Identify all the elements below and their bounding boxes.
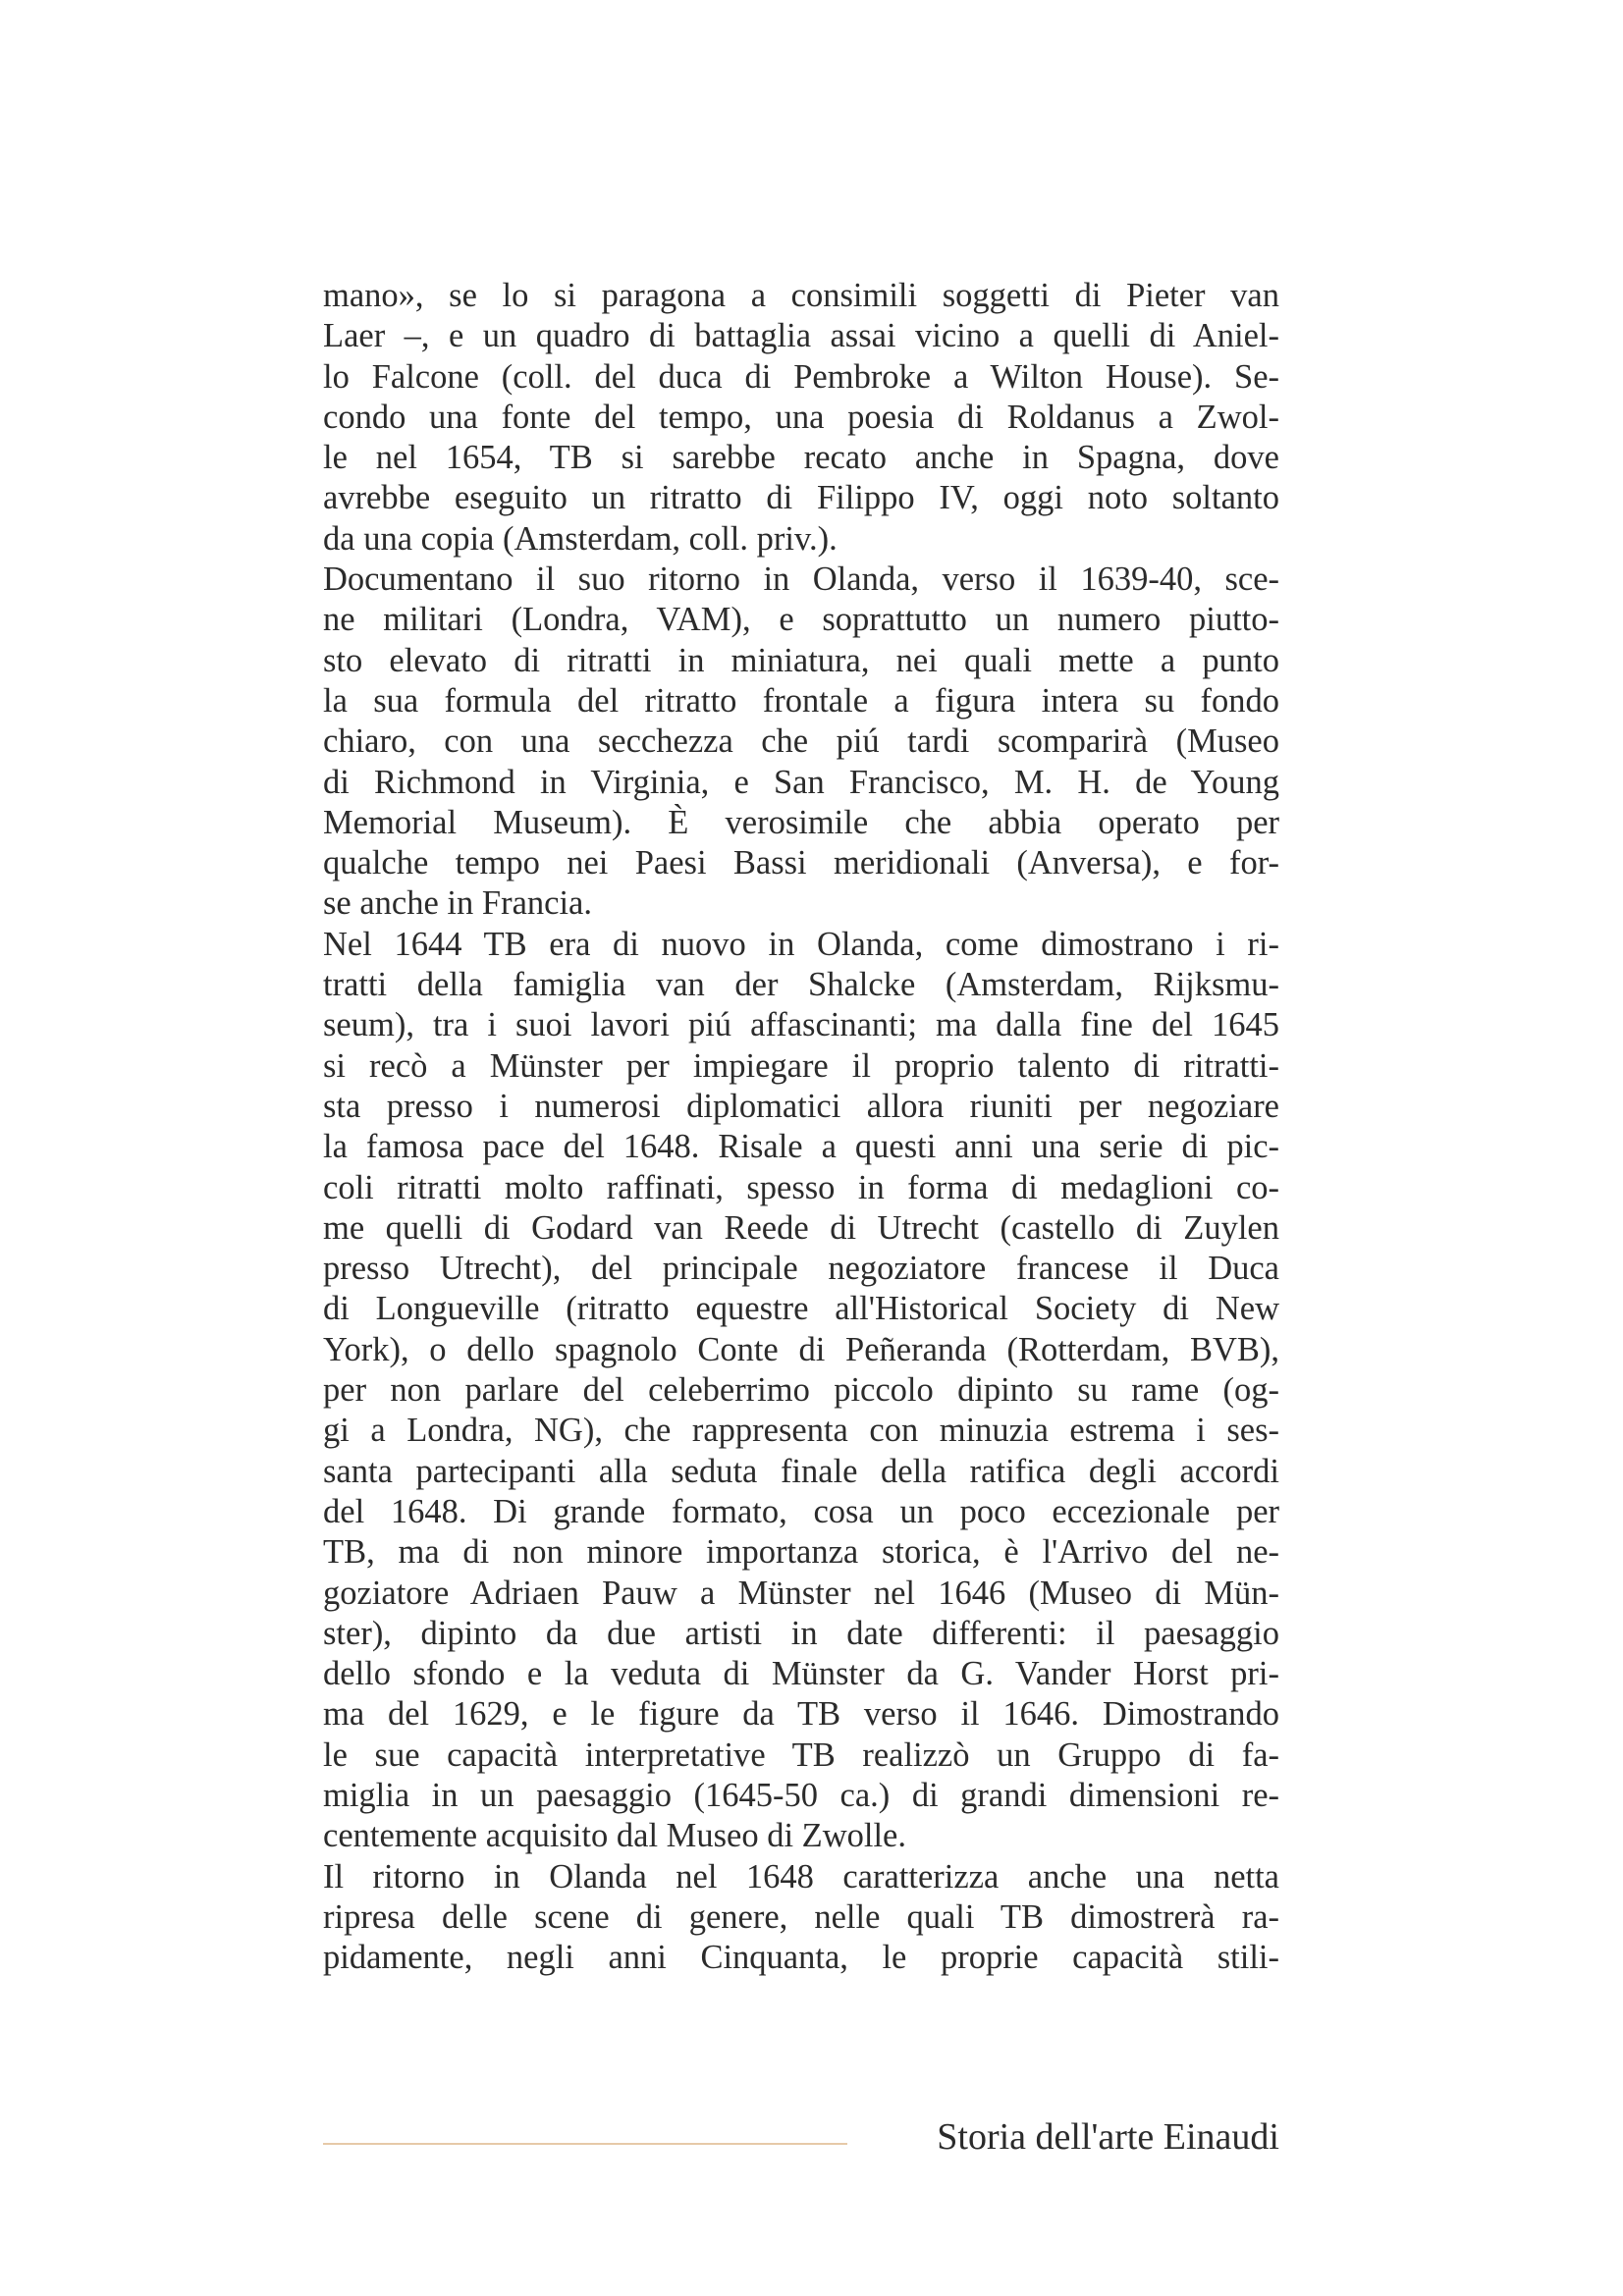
text-line: sto elevato di ritratti in miniatura, nei quali mette a punto (323, 641, 1279, 679)
text-line: santa partecipanti alla seduta finale della ratifica degli accordi (323, 1452, 1279, 1490)
text-line: presso Utrecht), del principale negoziatore francese il Duca (323, 1250, 1279, 1288)
text-line: le sue capacità interpretative TB realizzò un Gruppo di fa- (323, 1735, 1279, 1774)
text-line: di Richmond in Virginia, e San Francisco, M. H. de Young (323, 763, 1279, 801)
text-line: mano», se lo si paragona a consimili soggetti di Pieter van (323, 277, 1279, 314)
footer-title: Storia dell'arte Einaudi (937, 2116, 1279, 2158)
text-line: di Longueville (ritratto equestre all'Historical Society di New (323, 1290, 1279, 1328)
text-line: da una copia (Amsterdam, coll. priv.). (323, 519, 838, 558)
text-line: tratti della famiglia van der Shalcke (Amsterdam, Rijksmu- (323, 966, 1279, 1004)
text-line: si recò a Münster per impiegare il proprio talento di ritratti- (323, 1046, 1279, 1085)
text-line: le nel 1654, TB si sarebbe recato anche in Spagna, dove (323, 439, 1279, 477)
body-text (323, 276, 1279, 1978)
text-line: chiaro, con una secchezza che piú tardi scomparirà (Museo (323, 722, 1279, 761)
text-line: condo una fonte del tempo, una poesia di Roldanus a Zwol- (323, 398, 1279, 436)
text-line: Il ritorno in Olanda nel 1648 caratterizza anche una netta (323, 1857, 1279, 1896)
text-line: del 1648. Di grande formato, cosa un poco eccezionale per (323, 1492, 1279, 1530)
text-line: pidamente, negli anni Cinquanta, le proprie capacità stili- (323, 1939, 1279, 1977)
text-line: centemente acquisito dal Museo di Zwolle. (323, 1817, 906, 1855)
text-line: ma del 1629, e le figure da TB verso il 1646. Dimostrando (323, 1695, 1279, 1734)
text-line: se anche in Francia. (323, 884, 592, 923)
text-line: miglia in un paesaggio (1645-50 ca.) di grandi dimensioni re- (323, 1776, 1279, 1814)
text-line: Memorial Museum). È verosimile che abbia operato per (323, 803, 1279, 841)
text-line: la famosa pace del 1648. Risale a questi anni una serie di pic- (323, 1128, 1279, 1166)
text-line: TB, ma di non minore importanza storica, è l'Arrivo del ne- (323, 1533, 1279, 1572)
text-line: ne militari (Londra, VAM), e soprattutto un numero piutto- (323, 601, 1279, 639)
text-line: gi a Londra, NG), che rappresenta con minuzia estrema i ses- (323, 1412, 1279, 1450)
text-line: lo Falcone (coll. del duca di Pembroke a Wilton House). Se- (323, 357, 1279, 396)
text-line: York), o dello spagnolo Conte di Peñeranda (Rotterdam, BVB), (323, 1330, 1279, 1368)
text-line: qualche tempo nei Paesi Bassi meridionali (Anversa), e for- (323, 844, 1279, 882)
text-line: sta presso i numerosi diplomatici allora riuniti per negoziare (323, 1087, 1279, 1125)
footer-rule (323, 2143, 847, 2145)
text-line: me quelli di Godard van Reede di Utrecht (castello di Zuylen (323, 1208, 1279, 1247)
text-line: ripresa delle scene di genere, nelle quali TB dimostrerà ra- (323, 1897, 1279, 1936)
text-line: Laer –, e un quadro di battaglia assai vicino a quelli di Aniel- (323, 317, 1279, 355)
text-line: seum), tra i suoi lavori piú affascinanti; ma dalla fine del 1645 (323, 1006, 1279, 1044)
text-line: avrebbe eseguito un ritratto di Filippo IV, oggi noto soltanto (323, 479, 1279, 517)
text-line: dello sfondo e la veduta di Münster da G. Vander Horst pri- (323, 1655, 1279, 1693)
text-line: Nel 1644 TB era di nuovo in Olanda, come dimostrano i ri- (323, 925, 1279, 963)
text-line: per non parlare del celeberrimo piccolo dipinto su rame (og- (323, 1371, 1279, 1410)
text-line: ster), dipinto da due artisti in date differenti: il paesaggio (323, 1614, 1279, 1652)
text-line: coli ritratti molto raffinati, spesso in forma di medaglioni co- (323, 1168, 1279, 1206)
text-line: goziatore Adriaen Pauw a Münster nel 1646 (Museo di Mün- (323, 1574, 1279, 1612)
text-line: Documentano il suo ritorno in Olanda, verso il 1639-40, sce- (323, 561, 1279, 599)
text-line: la sua formula del ritratto frontale a figura intera su fondo (323, 681, 1279, 720)
